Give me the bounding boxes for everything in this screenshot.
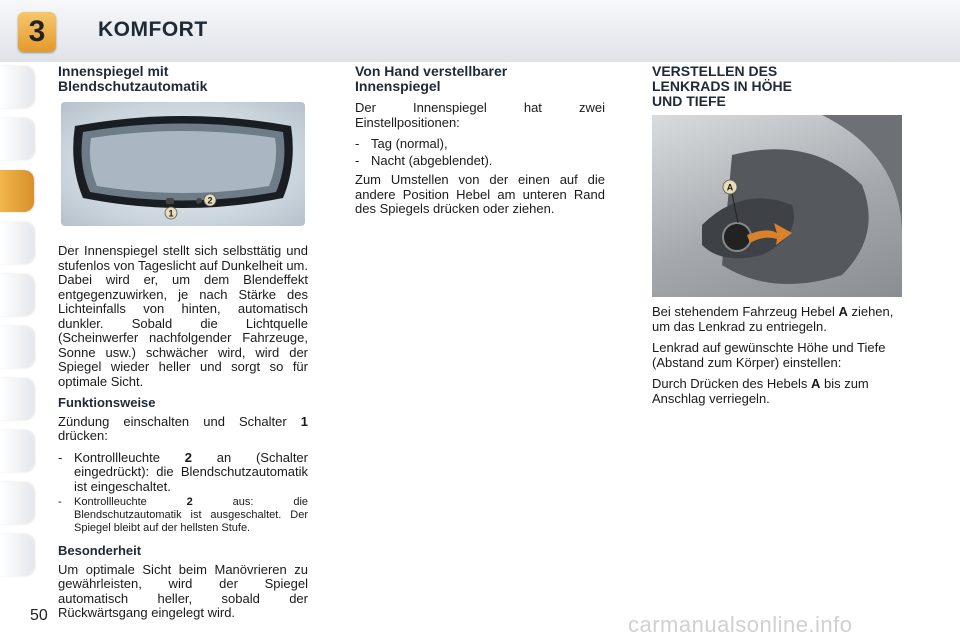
section-heading [355,64,605,94]
list-item: - Kontrollleuchte 2 aus: die Blendschutzautomatik ist ausgeschaltet. Der Spiegel bleibt auf der hellsten Stufe. [58,496,308,534]
watermark: carmanualsonline.info [628,612,853,637]
side-tab[interactable] [0,274,34,316]
left-heading-block [58,64,308,94]
steering-column-illustration [652,115,902,297]
list-item: - Nacht (abgeblendet). [355,152,493,168]
heading-line: Innenspiegel mit [58,63,169,79]
paragraph: Zündung einschalten und Schalter 1 drücken: [58,413,308,443]
figure-label-1: 1 [168,208,174,219]
list-item: - Kontrollleuchte 2 an (Schalter eingedrückt): die Blendschutzautomatik ist eingeschaltet. [58,449,308,494]
left-text-block [58,244,308,628]
middle-column [355,64,605,224]
side-tab-active[interactable] [0,170,34,212]
subheading: Besonderheit [58,543,142,558]
side-tab[interactable] [0,66,34,108]
side-tab[interactable] [0,534,34,576]
steering-lever-photo [652,115,902,297]
mirror-button-1 [166,198,174,204]
paragraph: Um optimale Sicht beim Manövrieren zu gewährleisten, wird der Spiegel automatisch heller, sobald der Rückwärtsgang eingelegt wird. [58,561,308,620]
page-number: 50 [30,607,48,624]
paragraph: Zum Umstellen von der einen auf die andere Position Hebel am unteren Rand des Spiegels drücken oder ziehen. [355,172,605,216]
paragraph: Der Innenspiegel hat zwei Einstellpositionen: [355,100,605,130]
chapter-number: 3 [28,15,46,48]
side-tab[interactable] [0,378,34,420]
side-tab[interactable] [0,326,34,368]
chapter-badge [18,12,56,52]
page-header [0,0,960,62]
side-tab[interactable] [0,222,34,264]
heading-line: VERSTELLEN DES [652,63,778,79]
heading-line: UND TIEFE [652,93,726,109]
side-tab[interactable] [0,430,34,472]
mirror-photo [61,102,305,226]
paragraph: Der Innenspiegel stellt sich selbsttätig und stufenlos von Tageslicht auf Dunkelheit um. Dabei wird er, um dem Blendeffekt entgegenzuwirken, je nach Stärke des Lichteinfalls von hinten, automatisch dunkler. Sobald die Lichtquelle (Scheinwerfer nachfolgender Fahrzeuge, Sonne usw.) schwächer wird, wird der Spiegel wieder heller und sorgt so für optimale Sicht. [58,243,308,389]
side-tab[interactable] [0,482,34,524]
subheading: Funktionsweise [58,395,156,410]
heading-line: Blendschutzautomatik [58,78,208,94]
chapter-title: KOMFORT [98,18,208,41]
paragraph: Durch Drücken des Hebels A bis zum Anschlag verriegeln. [652,376,869,406]
heading-line: Von Hand verstellbarer [355,63,508,79]
paragraph: Lenkrad auf gewünschte Höhe und Tiefe (Abstand zum Körper) einstellen: [652,340,886,370]
figure-label-a: A [726,182,734,193]
side-tab[interactable] [0,118,34,160]
right-heading-block [652,64,904,109]
figure-label-2: 2 [207,195,213,206]
section-heading [58,64,308,94]
list-item: - Tag (normal), [355,136,448,151]
heading-line: LENKRADS IN HÖHE [652,78,793,94]
heading-line: Innenspiegel [355,78,441,94]
section-heading [652,64,904,109]
rearview-mirror-illustration [61,102,305,226]
right-text-block [652,305,904,413]
paragraph: Bei stehendem Fahrzeug Hebel A ziehen, um das Lenkrad zu entriegeln. [652,304,894,334]
